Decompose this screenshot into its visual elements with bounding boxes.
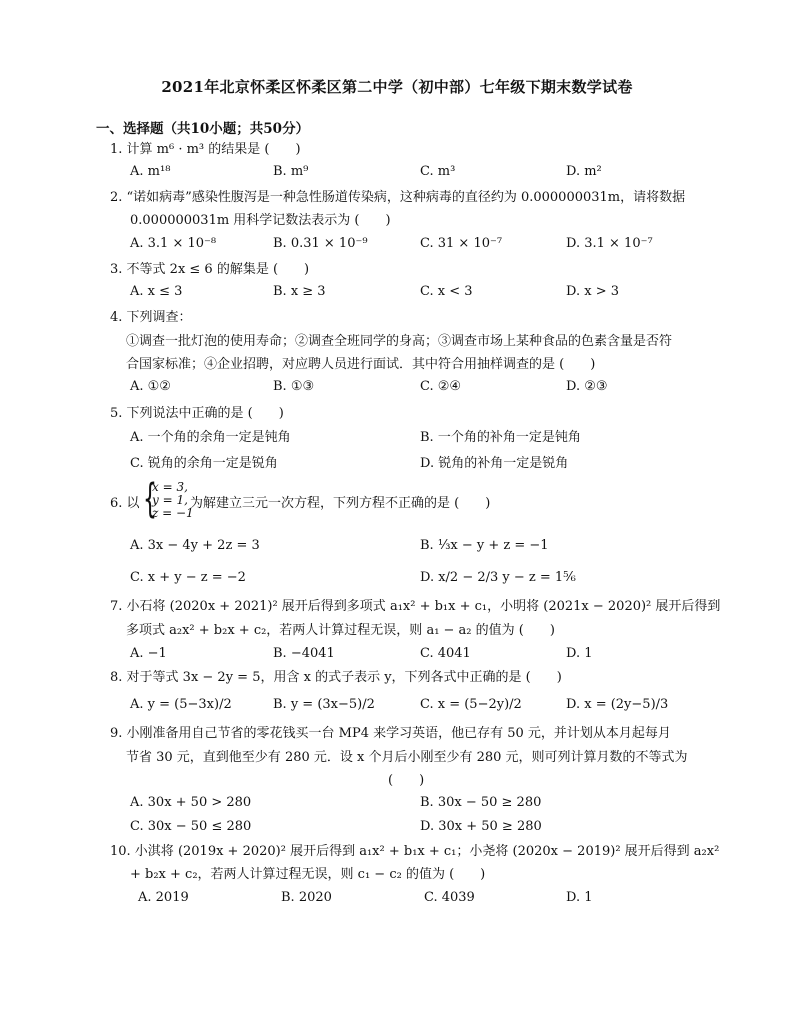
question-3-option-d: D. x > 3 bbox=[566, 284, 619, 299]
question-9-option-b: B. 30x − 50 ≥ 280 bbox=[420, 795, 542, 810]
question-9-option-a: A. 30x + 50 > 280 bbox=[130, 795, 252, 810]
exam-title: 2021年北京怀柔区怀柔区第二中学（初中部）七年级下期末数学试卷 bbox=[161, 78, 633, 96]
question-7-option-c: C. 4041 bbox=[420, 646, 471, 661]
question-1-option-a: A. m¹⁸ bbox=[130, 164, 171, 179]
question-7-stem-line-1: 7. 小石将 (2020x + 2021)² 展开后得到多项式 a₁x² + b₁x + c₁，小明将 (2021x − 2020)² 展开后得到 bbox=[110, 599, 721, 614]
question-1-option-d: D. m² bbox=[566, 164, 602, 179]
question-1-stem: 1. 计算 m⁶ · m³ 的结果是 ( ) bbox=[110, 142, 301, 157]
question-1-option-b: B. m⁹ bbox=[273, 164, 309, 179]
question-6-option-b: B. ⅓x − y + z = −1 bbox=[420, 538, 549, 553]
question-9-answer-blank: ( ) bbox=[388, 773, 425, 788]
question-10-option-b: B. 2020 bbox=[281, 890, 332, 905]
question-5-option-a: A. 一个角的余角一定是钝角 bbox=[130, 430, 291, 445]
question-2-stem-line-1: 2. “诺如病毒”感染性腹泻是一种急性肠道传染病，这种病毒的直径约为 0.000000031m，请将数据 bbox=[110, 190, 686, 205]
question-10-stem-line-2: + b₂x + c₂，若两人计算过程无误，则 c₁ − c₂ 的值为 ( ) bbox=[130, 867, 486, 882]
question-6-stem-tail: 为解建立三元一次方程，下列方程不正确的是 ( ) bbox=[190, 496, 491, 511]
question-9-stem-line-2: 节省 30 元，直到他至少有 280 元．设 x 个月后小刚至少有 280 元，则可列计算月数的不等式为 bbox=[126, 750, 688, 765]
question-7-option-d: D. 1 bbox=[566, 646, 593, 661]
question-8-stem: 8. 对于等式 3x − 2y = 5，用含 x 的式子表示 y，下列各式中正确的是 ( ) bbox=[110, 670, 562, 685]
system-row-y: y = 1, bbox=[152, 493, 188, 507]
question-7-option-b: B. −4041 bbox=[273, 646, 335, 661]
question-5-option-b: B. 一个角的补角一定是钝角 bbox=[420, 430, 581, 445]
question-9-option-c: C. 30x − 50 ≤ 280 bbox=[130, 819, 252, 834]
question-8-option-c: C. x = (5−2y)/2 bbox=[420, 697, 522, 712]
question-2-option-c: C. 31 × 10⁻⁷ bbox=[420, 236, 503, 251]
question-6-stem-lead: 6. 以 bbox=[110, 496, 140, 511]
question-6-option-c: C. x + y − z = −2 bbox=[130, 570, 246, 585]
question-2-stem-line-2: 0.000000031m 用科学记数法表示为 ( ) bbox=[130, 213, 391, 228]
question-7-option-a: A. −1 bbox=[130, 646, 167, 661]
question-5-stem: 5. 下列说法中正确的是 ( ) bbox=[110, 406, 284, 421]
question-2-option-b: B. 0.31 × 10⁻⁹ bbox=[273, 236, 368, 251]
question-10-option-c: C. 4039 bbox=[424, 890, 475, 905]
question-3-stem: 3. 不等式 2x ≤ 6 的解集是 ( ) bbox=[110, 262, 310, 277]
question-1-option-c: C. m³ bbox=[420, 164, 456, 179]
question-3-option-c: C. x < 3 bbox=[420, 284, 473, 299]
question-10-stem-line-1: 10. 小淇将 (2019x + 2020)² 展开后得到 a₁x² + b₁x + c₁；小尧将 (2020x − 2019)² 展开后得到 a₂x² bbox=[110, 844, 720, 859]
question-4-stem-line-3: 合国家标准；④企业招聘，对应聘人员进行面试．其中符合用抽样调查的是 ( ) bbox=[126, 357, 596, 372]
question-4-option-c: C. ②④ bbox=[420, 379, 462, 394]
question-10-option-d: D. 1 bbox=[566, 890, 593, 905]
question-4-stem-line-2: ①调查一批灯泡的使用寿命；②调查全班同学的身高；③调查市场上某种食品的色素含量是否符 bbox=[126, 334, 673, 349]
question-9-stem-line-1: 9. 小刚准备用自己节省的零花钱买一台 MP4 来学习英语，他已存有 50 元，并计划从本月起每月 bbox=[110, 726, 671, 741]
question-8-option-b: B. y = (3x−5)/2 bbox=[273, 697, 375, 712]
question-5-option-d: D. 锐角的补角一定是锐角 bbox=[420, 456, 569, 471]
question-7-stem-line-2: 多项式 a₂x² + b₂x + c₂，若两人计算过程无误，则 a₁ − a₂ 的值为 ( ) bbox=[126, 623, 555, 638]
question-8-option-d: D. x = (2y−5)/3 bbox=[566, 697, 669, 712]
equation-system bbox=[143, 476, 194, 523]
question-4-option-d: D. ②③ bbox=[566, 379, 608, 394]
question-2-option-a: A. 3.1 × 10⁻⁸ bbox=[130, 236, 217, 251]
question-3-option-b: B. x ≥ 3 bbox=[273, 284, 326, 299]
question-5-option-c: C. 锐角的余角一定是锐角 bbox=[130, 456, 278, 471]
question-10-option-a: A. 2019 bbox=[138, 890, 189, 905]
question-4-option-a: A. ①② bbox=[130, 379, 171, 394]
left-brace: { bbox=[143, 476, 157, 522]
question-6-option-d: D. x/2 − 2/3 y − z = 1⅚ bbox=[420, 570, 576, 585]
question-8-option-a: A. y = (5−3x)/2 bbox=[130, 697, 232, 712]
question-2-option-d: D. 3.1 × 10⁻⁷ bbox=[566, 236, 653, 251]
system-row-z: z = −1 bbox=[152, 506, 194, 520]
section-heading: 一、选择题（共10小题；共50分） bbox=[96, 121, 310, 137]
question-4-option-b: B. ①③ bbox=[273, 379, 315, 394]
question-6-option-a: A. 3x − 4y + 2z = 3 bbox=[130, 538, 260, 553]
question-4-stem-line-1: 4. 下列调查： bbox=[110, 310, 192, 325]
question-3-option-a: A. x ≤ 3 bbox=[130, 284, 183, 299]
question-9-option-d: D. 30x + 50 ≥ 280 bbox=[420, 819, 542, 834]
system-row-x: x = 3, bbox=[152, 480, 188, 494]
